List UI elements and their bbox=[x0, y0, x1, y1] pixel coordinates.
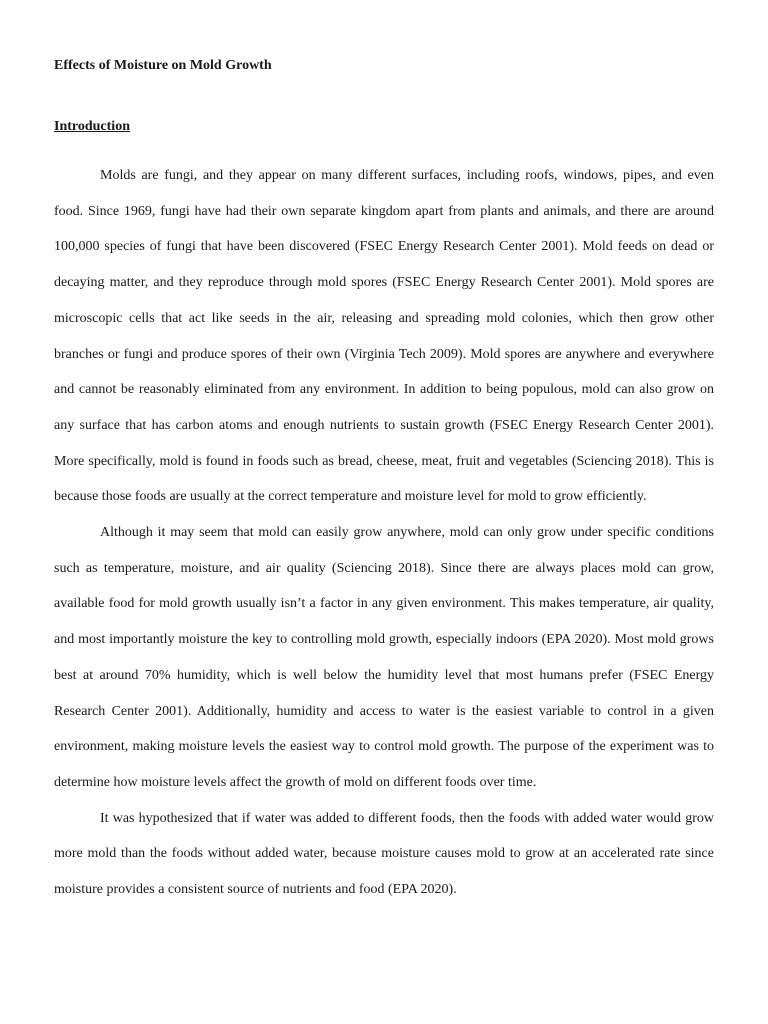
paragraph-3: It was hypothesized that if water was added to different foods, then the foods with added water would grow more mold than the foods without added water, because moisture causes mold to grow at an accelerated rate since moisture provides a consistent source of nutrients and food (EPA 2020). bbox=[54, 810, 714, 898]
document-title: Effects of Moisture on Mold Growth bbox=[54, 58, 272, 73]
paragraph-2: Although it may seem that mold can easily grow anywhere, mold can only grow under specific conditions such as temperature, moisture, and air quality (Sciencing 2018). Since there are always places mold can grow, available food for mold growth usually isn’t a factor in any given environment. This makes temperature, air quality, and most importantly moisture the key to controlling mold growth, especially indoors (EPA 2020). Most mold grows best at around 70% humidity, which is well below the humidity level that most humans prefer (FSEC Energy Research Center 2001). Additionally, humidity and access to water is the easiest variable to control in a given environment, making moisture levels the easiest way to control mold growth. The purpose of the experiment was to determine how moisture levels affect the growth of mold on different foods over time. bbox=[54, 525, 714, 790]
paragraph-1: Molds are fungi, and they appear on many different surfaces, including roofs, windows, pipes, and even food. Since 1969, fungi have had their own separate kingdom apart from plants and animals, and there are around 100,000 species of fungi that have been discovered (FSEC Energy Research Center 2001). Mold feeds on dead or decaying matter, and they reproduce through mold spores (FSEC Energy Research Center 2001). Mold spores are microscopic cells that act like seeds in the air, releasing and spreading mold colonies, which then grow other branches or fungi and produce spores of their own (Virginia Tech 2009). Mold spores are anywhere and everywhere and cannot be reasonably eliminated from any environment. In addition to being populous, mold can also grow on any surface that has carbon atoms and enough nutrients to sustain growth (FSEC Energy Research Center 2001). More specifically, mold is found in foods such as bread, cheese, meat, fruit and vegetables (Sciencing 2018). This is because those foods are usually at the correct temperature and moisture level for mold to grow efficiently. bbox=[54, 168, 714, 505]
section-heading-introduction: Introduction bbox=[54, 119, 130, 134]
document-body bbox=[54, 158, 714, 908]
